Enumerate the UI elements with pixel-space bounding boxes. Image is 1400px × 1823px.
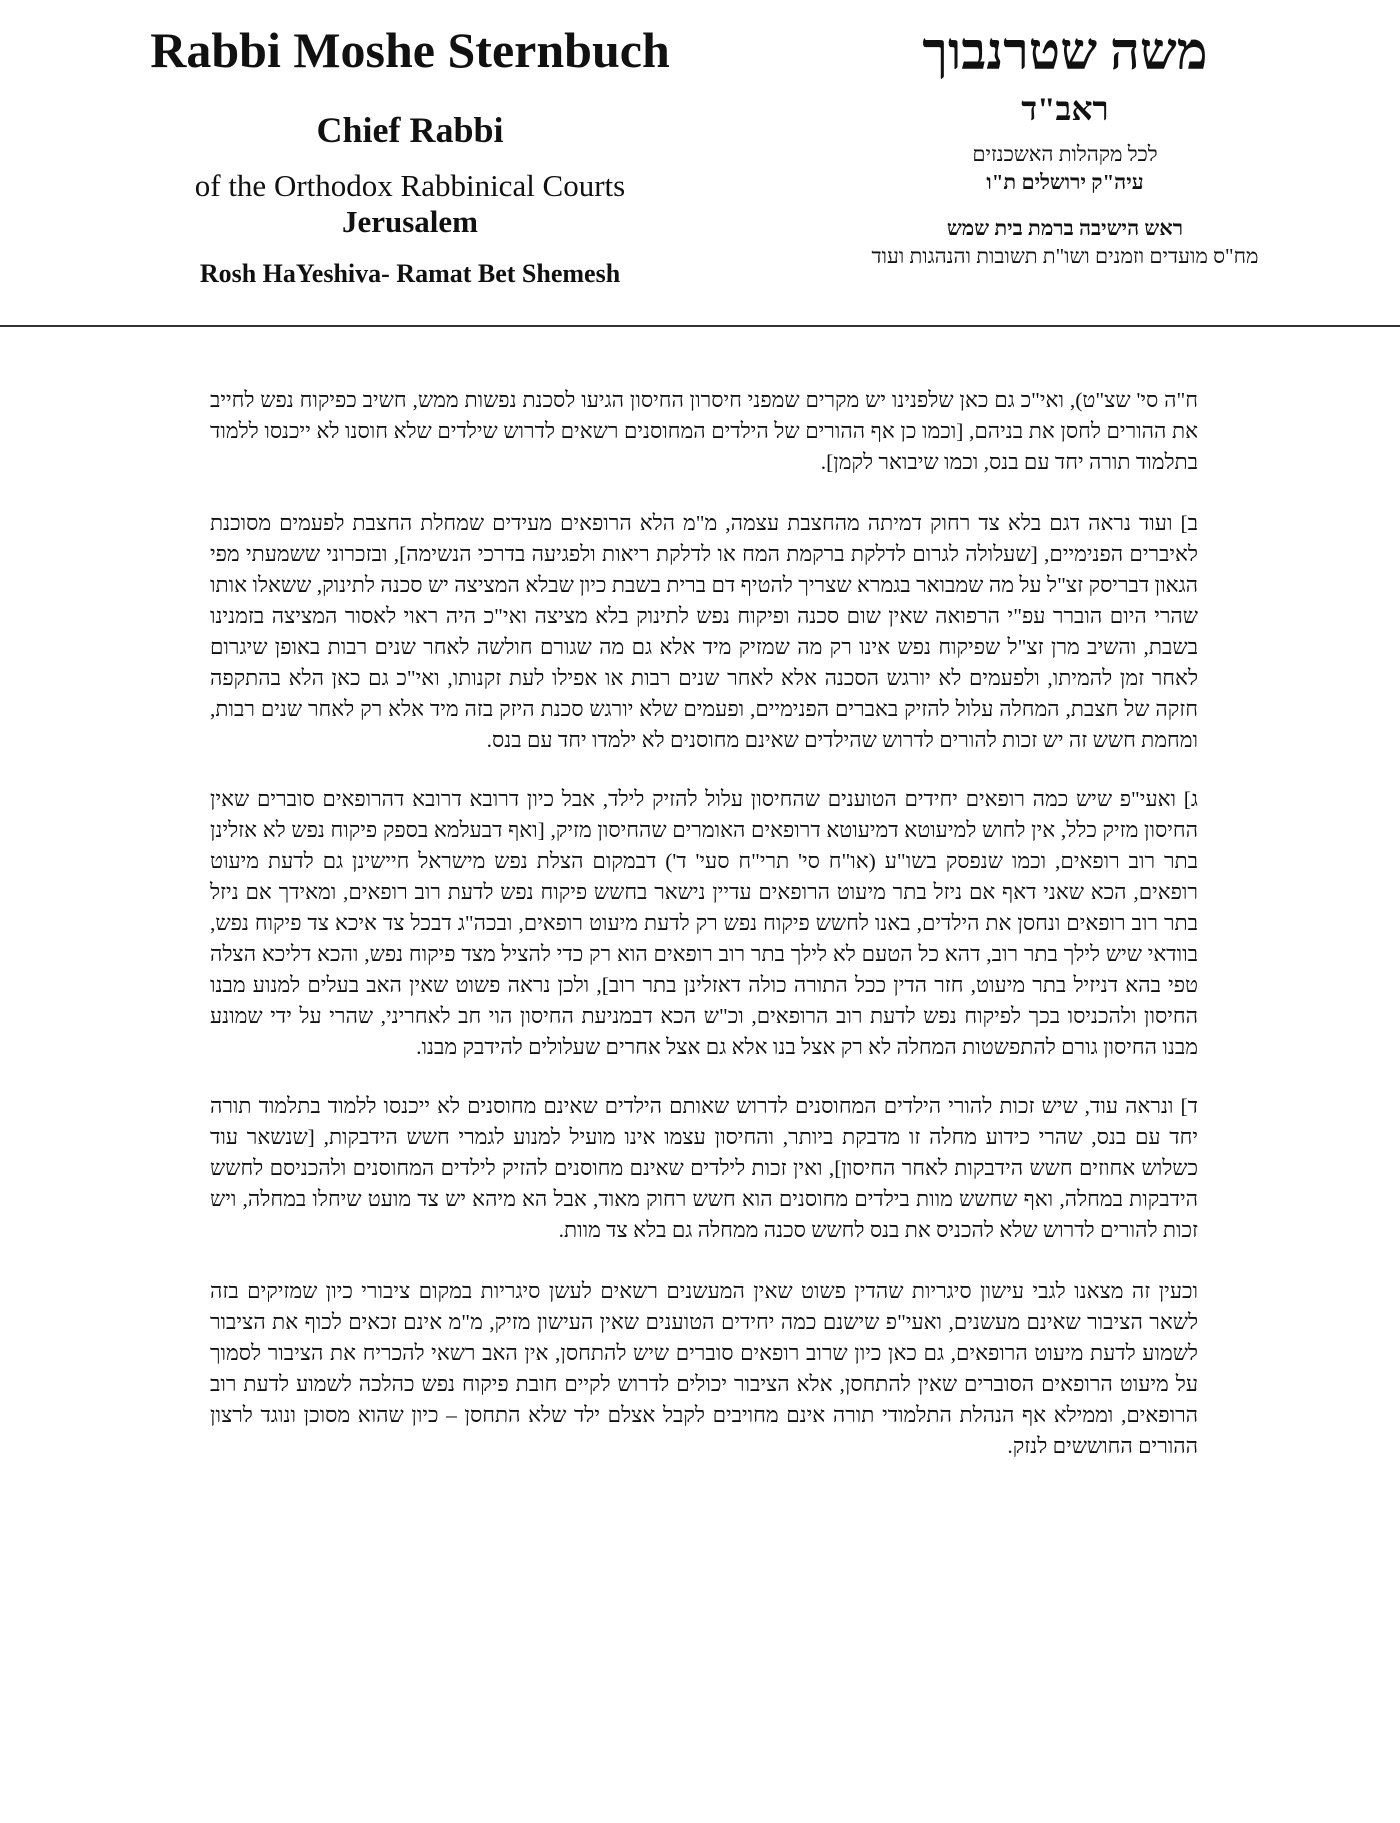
- rabbi-title-english: Chief Rabbi: [316, 110, 504, 150]
- body-paragraph-4: ד] ונראה עוד, שיש זכות להורי הילדים המחוסנים לדרוש שאותם הילדים שאינם מחוסנים לא ייכנסו ללמוד בתלמוד תורה יחד עם בנס, שהרי כידוע מחלה זו מדבקת ביותר, והחיסון עצמו אינו מועיל למנוע לגמרי חשש הידבקות, [שנשאר עוד כשלוש אחוזים חשש הידבקות לאחר החיסון], ואין זכות לילדים שאינם מחוסנים להזיק לילדים המחוסנים ולהכניסם לחשש הידבקות במחלה, ואף שחשש מוות בילדים מחוסנים הוא חשש רחוק מאוד, אבל הא מיהא יש צד מועט שיחלו במחלה, ויש זכות להורים לדרוש שלא להכניס את בנס לחשש סכנה ממחלה גם בלא צד מוות.: [210, 1094, 1198, 1242]
- yeshiva-english: Rosh HaYeshiva- Ramat Bet Shemesh: [199, 259, 621, 288]
- hebrew-line-communities: לכל מקהלות האשכנזים: [972, 142, 1158, 166]
- body-paragraph-2: ב] ועוד נראה דגם בלא צד רחוק דמיתה מהחצבת עצמה, מ"מ הלא הרופאים מעידים שמחלת החצבת לפעמים מסוכנת לאיברים הפנימיים, [שעלולה לגרום לדלקת ברקמת המח או לדלקת ריאות ולפגיעה בדרכי הנשימה], ובזכרוני ששמעתי מפי הגאון דבריסק זצ"ל על מה שמבואר בגמרא שצריך להטיף דם ברית בשבת כיון שבלא המציצה יש סכנה לתינוק, ששאלו אותו שהרי היום הוברר עפ"י הרפואה שאין שום סכנה ופיקוח נפש לתינוק בלא מציצה ואי"כ היה ראוי לאסור המציצה בזמנינו בשבת, והשיב מרן זצ"ל שפיקוח נפש אינו רק מה שמזיק מיד אלא גם מה שגורם חולשה לאחר שנים רבות באופן שיגרום לאחר זמן להמיתו, ולפעמים לא יורגש הסכנה אלא לאחר שנים רבות או אפילו לעת זקנותו, ואי"כ גם כאן הלא בהתקפה חזקה של חצבת, המחלה עלול להזיק באברים הפנימיים, ופעמים שלא יורגש סכנת היזק בזה מיד אלא רק לאחר שנים רבות, ומחמת חשש זה יש זכות להורים לדרוש שהילדים שאינם מחוסנים לא ילמדו יחד עם בנס.: [210, 511, 1198, 752]
- body-paragraph-5: וכעין זה מצאנו לגבי עישון סיגריות שהדין פשוט שאין המעשנים רשאים לעשן סיגריות במקום ציבורי כיון שמזיקים בזה לשאר הציבור שאינם מעשנים, ואעי"פ שישנם כמה יחידים הטוענים שאין העישון מזיק, מ"מ אינם זכאים לכוף את הציבור לשמוע לדעת מיעוט הרופאים, גם כאן כיון שרוב רופאים סוברים שיש להתחסן, אין האב רשאי להכריח את הציבור לסמוך על מיעוט הרופאים הסוברים שאין להתחסן, אלא הציבור יכולים לדרוש לקיים חובת פיקוח נפש כהלכה לשמוע לדעת רוב הרופאים, וממילא אף הנהלת התלמודי תורה אינם מחויבים לקבל אצלם ילד שלא התחסן – כיון שהוא מסוכן ונוגד לרצון ההורים החוששים לנזק.: [210, 1279, 1198, 1458]
- english-letterhead: [110, 20, 710, 290]
- courts-english: of the Orthodox Rabbinical Courts: [194, 168, 626, 203]
- hebrew-line-yeshiva: ראש הישיבה ברמת בית שמש: [946, 216, 1184, 240]
- body-paragraph-3: ג] ואעי"פ שיש כמה רופאים יחידים הטוענים שהחיסון עלול להזיק לילד, אבל כיון דרובא דרובא דהרופאים סוברים שאין החיסון מזיק כלל, אין לחוש למיעוטא דמיעוטא דרופאים האומרים שהחיסון מזיק, [ואף דבעלמא בספק פיקוח נפש לא אזלינן בתר רוב רופאים, וכמו שנפסק בשו"ע (או"ח סי' תרי"ח סעי' ד') דבמקום הצלת נפש מישראל חיישינן גם לדעת מיעוט רופאים, הכא שאני דאף אם ניזל בתר מיעוט הרופאים עדיין נישאר בחשש פיקוח נפש לדעת רוב רופאים, ומאידך אם ניזל בתר רוב רופאים ונחסן את הילדים, באנו לחשש פיקוח נפש רק לדעת מיעוט רופאים, ובכה"ג דבכל צד איכא צד פיקוח נפש, בוודאי שיש לילך בתר רוב, דהא כל הטעם לא לילך בתר רוב רופאים הוא רק כדי להציל מצד פיקוח נפש, והכא דליכא הצלה טפי בהא דניזיל בתר מיעוט, חזר הדין ככל התורה כולה דאזלינן בתר רוב], ולכן נראה פשוט שאין האב בעלים למנוע מבנו החיסון ולהכניסו בכך לפיקוח נפש לדעת רוב הרופאים, וכ"ש הכא דבמניעת החיסון הוי חב לאחריני, שהרי על ידי שמונע מבנו החיסון גורם להתפשטות המחלה לא רק אצל בנו אלא גם אצל אחרים שעלולים להידבק מבנו.: [210, 787, 1198, 1059]
- letter-body: [210, 385, 1198, 1488]
- hebrew-line-city: עיה"ק ירושלים ת"ו: [986, 170, 1144, 194]
- hebrew-line-books: מח"ס מועדים וזמנים ושו"ת תשובות והנהגות ועוד: [871, 244, 1259, 268]
- body-paragraph-1: ח"ה סי' שצ"ט), ואי"כ גם כאן שלפנינו יש מקרים שמפני חיסרון החיסון הגיעו לסכנת נפשות ממש, חשיב כפיקוח נפש לחייב את ההורים לחסן את בניהם, [וכמו כן אף ההורים של הילדים המחוסנים רשאים לדרוש שילדים שלא חוסנו לא ייכנסו ללמוד בתלמוד תורה יחד עם בנס, וכמו שיבואר לקמן].: [210, 388, 1198, 474]
- city-english: Jerusalem: [341, 204, 479, 239]
- hebrew-letterhead: [815, 22, 1315, 270]
- header-divider: [0, 325, 1400, 327]
- rabbi-title-hebrew: ראב"ד: [1021, 92, 1109, 128]
- letterhead: [0, 0, 1400, 328]
- rabbi-name-english: Rabbi Moshe Sternbuch: [150, 22, 670, 78]
- rabbi-name-hebrew: משה שטרנבוך: [922, 24, 1208, 81]
